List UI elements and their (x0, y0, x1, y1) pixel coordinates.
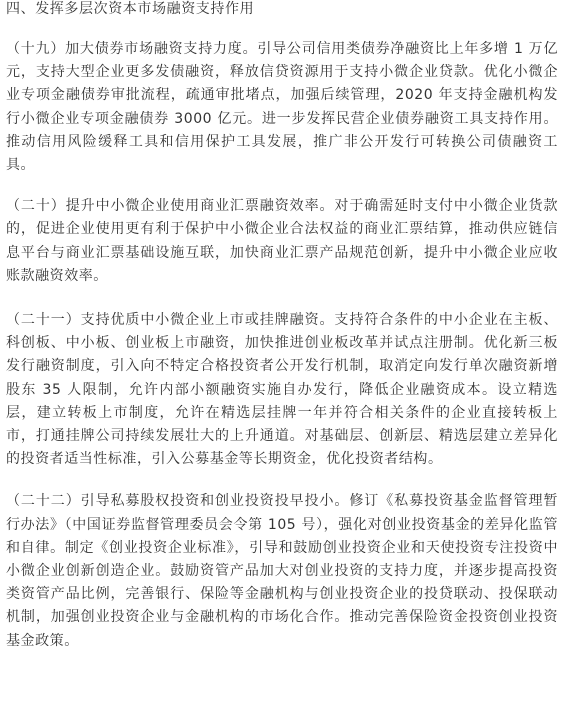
paragraph-item-21: （二十一）支持优质中小微企业上市或挂牌融资。支持符合条件的中小企业在主板、科创板、中小板、创业板上市融资，加快推进创业板改革并试点注册制。优化新三板发行融资制度，引入向不特定合格投资者公开发行机制，取消定向发行单次融资新增股东 35 人限制，允许内部小额融资实施自办发行，降低企业融资成本。设立精选层，建立转板上市制度，允许在精选层挂牌一年并符合相关条件的企业直接转板上市，打通挂牌公司持续发展壮大的上升通道。对基础层、创新层、精选层建立差异化的投资者适当性标准，引入公募基金等长期资金，优化投资者结构。 (6, 312, 558, 468)
section-heading: 四、发挥多层次资本市场融资支持作用 (6, 1, 255, 17)
paragraph-item-19: （十九）加大债券市场融资支持力度。引导公司信用类债券净融资比上年多增 1 万亿元，支持大型企业更多发债融资，释放信贷资源用于支持小微企业贷款。优化小微企业专项金融债券审批流程，疏通审批堵点，加强后续管理，2020 年支持金融机构发行小微企业专项金融债券 3000 亿元。进一步发挥民营企业债券融资工具支持作用。推动信用风险缓释工具和信用保护工具发展，推广非公开发行可转换公司债融资工具。 (6, 41, 558, 174)
paragraph-item-22: （二十二）引导私募股权投资和创业投资投早投小。修订《私募投资基金监督管理暂行办法》（中国证券监督管理委员会令第 105 号），强化对创业投资基金的差异化监管和自律。制定《创业投资企业标准》，引导和鼓励创业投资企业和天使投资专注投资中小微企业创新创造企业。鼓励资管产品加大对创业投资的支持力度，并逐步提高投资类资管产品比例，完善银行、保险等金融机构与创业投资企业的投贷联动、投保联动机制，加强创业投资企业与金融机构的市场化合作。推动完善保险资金投资创业投资基金政策。 (6, 493, 558, 649)
paragraph-item-20: （二十）提升中小微企业使用商业汇票融资效率。对于确需延时支付中小微企业货款的，促进企业使用更有利于保护中小微企业合法权益的商业汇票结算，推动供应链信息平台与商业汇票基础设施互联，加快商业汇票产品规范创新，提升中小微企业应收账款融资效率。 (6, 198, 558, 284)
